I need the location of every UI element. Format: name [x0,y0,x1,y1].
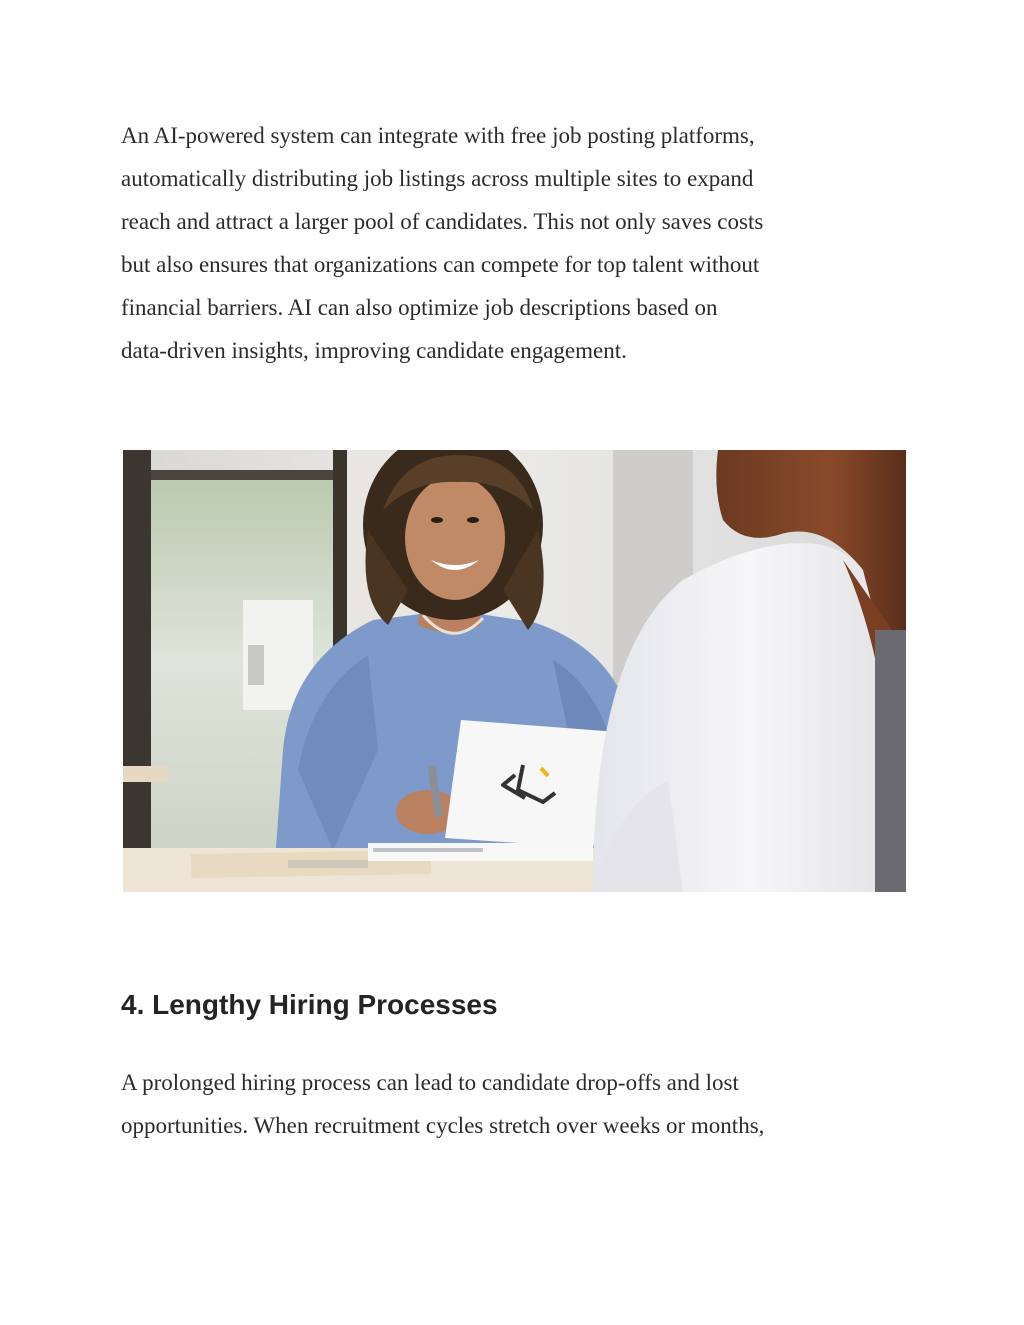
paragraph-line: reach and attract a larger pool of candidates. This not only saves costs [121,209,764,234]
paragraph-line: opportunities. When recruitment cycles stretch over weeks or months, [121,1113,765,1138]
paragraph-line: automatically distributing job listings across multiple sites to expand [121,166,754,191]
section-heading: 4. Lengthy Hiring Processes [121,989,498,1020]
paragraph-line: data-driven insights, improving candidate engagement. [121,338,627,363]
body-paragraph [121,114,911,372]
paragraph-line: A prolonged hiring process can lead to candidate drop-offs and lost [121,1070,739,1095]
paragraph-line: An AI-powered system can integrate with free job posting platforms, [121,123,755,148]
paragraph-line: but also ensures that organizations can compete for top talent without [121,252,760,277]
interview-photo [123,450,906,892]
interview-photo-illustration [123,450,906,892]
body-paragraph [121,1061,911,1147]
paragraph-line: financial barriers. AI can also optimize job descriptions based on [121,295,718,320]
